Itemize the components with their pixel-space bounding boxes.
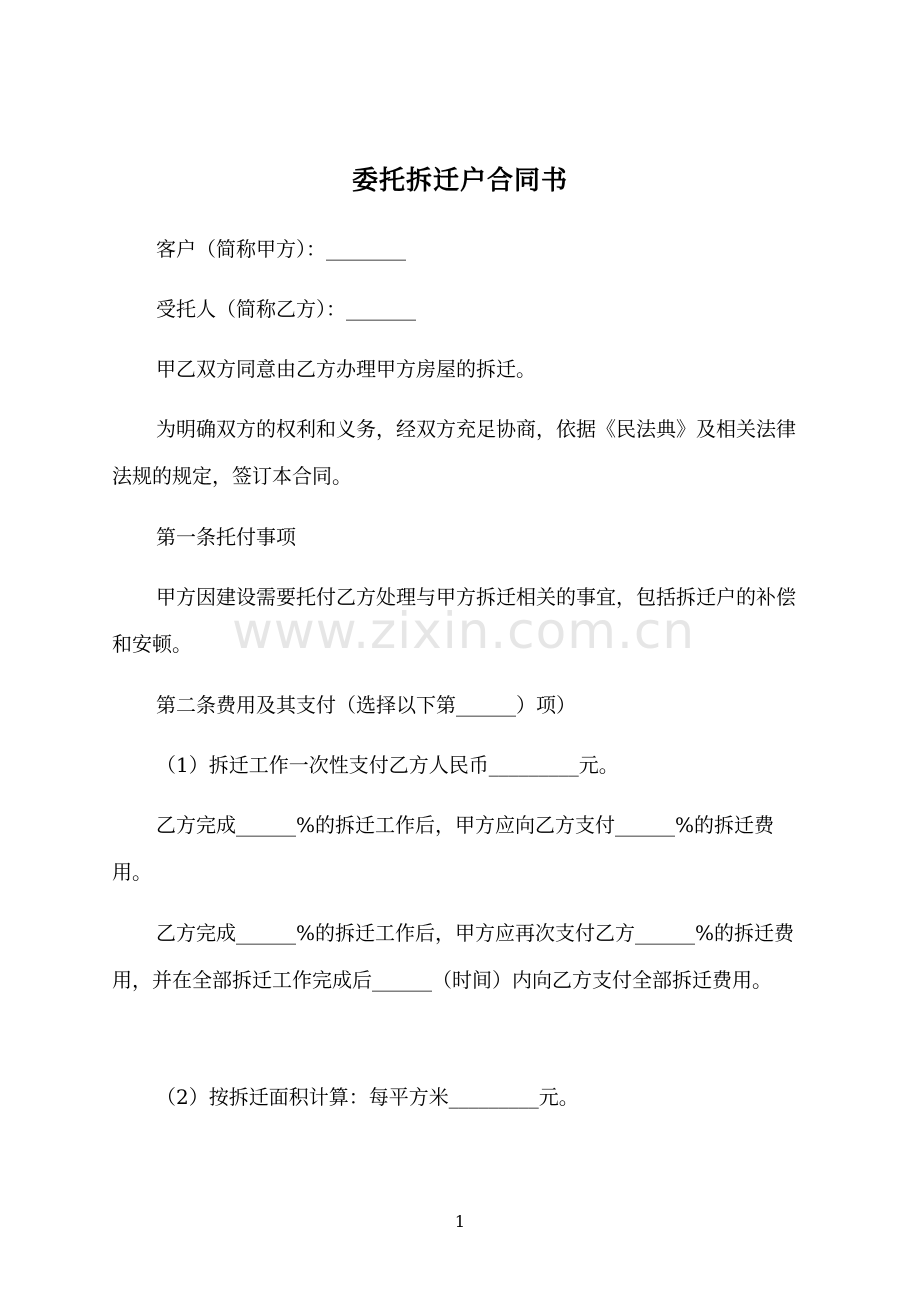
- client-line: 客户（简称甲方）：________: [156, 237, 406, 261]
- option-2-line: （2）按拆迁面积计算：每平方米_________元。: [156, 1085, 579, 1109]
- trustee-line: 受托人（简称乙方）：_______: [156, 297, 416, 321]
- document-title: 委托拆迁户合同书: [351, 166, 568, 196]
- agreement-paragraph: 甲乙双方同意由乙方办理甲方房屋的拆迁。: [156, 357, 536, 381]
- article-1-content: 甲方因建设需要托付乙方处理与甲方拆迁相关的事宜，包括拆迁户的补偿和安顿。: [112, 585, 796, 656]
- article-1-heading: 第一条托付事项: [156, 525, 296, 549]
- purpose-paragraph: 为明确双方的权利和义务，经双方充足协商，依据《民法典》及相关法律法规的规定，签订本合同。: [112, 417, 796, 488]
- article-2-heading: 第二条费用及其支付（选择以下第______）项）: [156, 693, 576, 717]
- first-payment-paragraph: 乙方完成______%的拆迁工作后，甲方应向乙方支付______%的拆迁费用。: [112, 813, 775, 884]
- page-number: 1: [454, 1212, 466, 1231]
- watermark: www.zixin.com.cn: [232, 602, 696, 660]
- option-1-line: （1）拆迁工作一次性支付乙方人民币_________元。: [156, 753, 619, 777]
- second-payment-paragraph: 乙方完成______%的拆迁工作后，甲方应再次支付乙方______%的拆迁费用，并在全部拆迁工作完成后______（时间）内向乙方支付全部拆迁费用。: [112, 921, 795, 992]
